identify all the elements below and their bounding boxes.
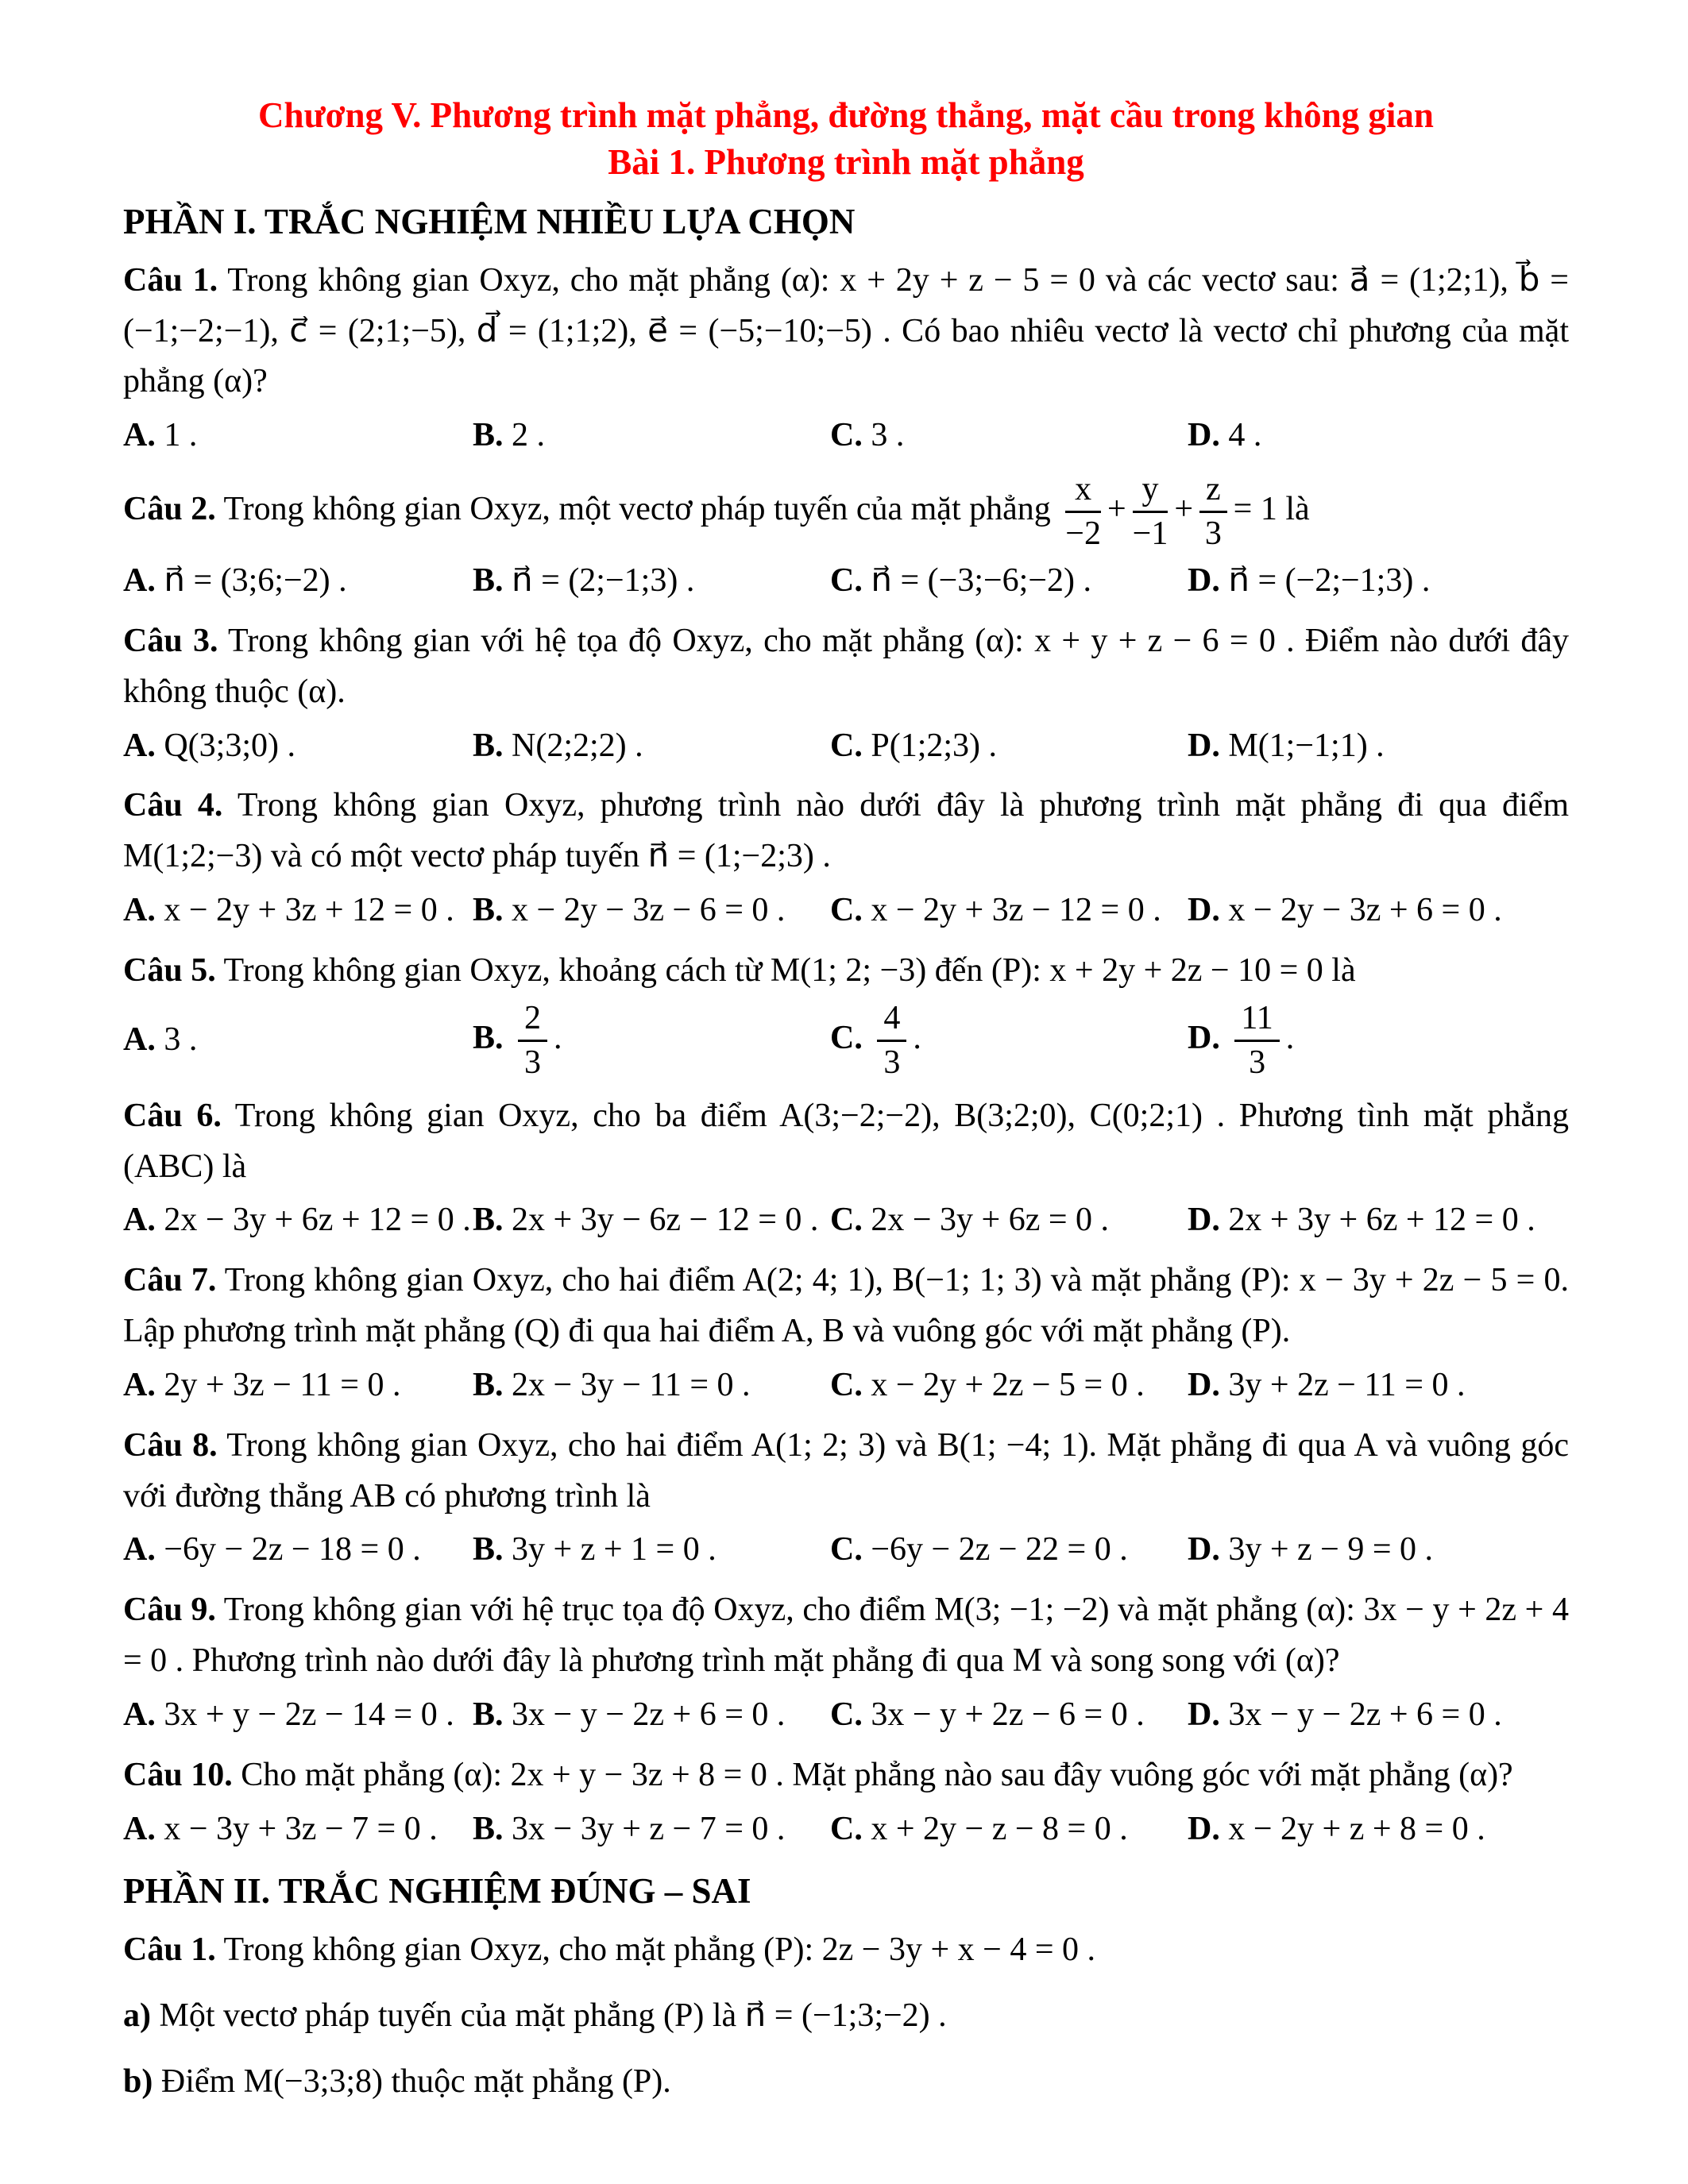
options-row [123, 556, 1569, 607]
question-stem [123, 1750, 1569, 1801]
question-stem [123, 946, 1569, 997]
options-row [123, 1690, 1569, 1741]
question-label: Câu 3. [123, 622, 218, 659]
option-label: D. [1188, 892, 1220, 929]
option-text: . [1285, 1019, 1295, 1056]
fraction-numerator: z [1199, 471, 1227, 513]
option-label: D. [1188, 562, 1220, 600]
option-label: B. [473, 1531, 504, 1569]
option-label: B. [473, 1019, 504, 1056]
fraction-denominator: −1 [1132, 515, 1168, 553]
option-text: n⃗ = (−2;−1;3) . [1228, 562, 1431, 600]
stem-text: Trong không gian Oxyz, cho hai điểm A(2; 4; 1), B(−1; 1; 3) và mặt phẳng (P): x − 3y + 2z − 5 = 0. Lập phương trình mặt phẳng (Q) đi qua hai điểm A, B và vuông góc với mặt phẳng (P). [123, 1262, 1569, 1350]
option-b [473, 1000, 830, 1082]
option-b [473, 411, 830, 461]
stem-text: Cho mặt phẳng (α): 2x + y − 3z + 8 = 0 . Mặt phẳng nào sau đây vuông góc với mặt phẳng (α)? [241, 1756, 1513, 1793]
option-c [830, 411, 1188, 461]
question-label: Câu 2. [123, 491, 216, 528]
fraction-denominator: 3 [1249, 1044, 1266, 1081]
fraction-numerator: 4 [877, 1000, 906, 1042]
question-label: Câu 10. [123, 1756, 233, 1793]
stem-text: Trong không gian Oxyz, cho mặt phẳng (α): x + 2y + z − 5 = 0 và các vectơ sau: a⃗ = (1;2;1), b⃗ = (−1;−2;−1), c⃗ = (2;1;−5), d⃗ = (1;1;2), e⃗ = (−5;−10;−5) . Có bao nhiêu vectơ là vectơ chỉ phương của mặt phẳng (α)? [123, 261, 1569, 400]
option-c [830, 1360, 1188, 1411]
option-a [123, 1690, 473, 1741]
option-text: x + 2y − z − 8 = 0 . [871, 1810, 1128, 1847]
options-row [123, 886, 1569, 936]
statement-item-b [123, 2056, 1569, 2108]
option-c [830, 1000, 1188, 1082]
question-block-6 [123, 1091, 1569, 1246]
option-text: x − 2y + z + 8 = 0 . [1228, 1810, 1485, 1847]
stem-text: Trong không gian Oxyz, khoảng cách từ M(1; 2; −3) đến (P): x + 2y + 2z − 10 = 0 là [223, 951, 1356, 989]
option-label: D. [1188, 1696, 1220, 1733]
option-label: B. [473, 892, 504, 929]
fraction [1193, 471, 1234, 553]
option-label: D. [1188, 1366, 1220, 1403]
option-text: n⃗ = (2;−1;3) . [512, 562, 695, 600]
options-row [123, 1195, 1569, 1246]
option-label: A. [123, 1366, 156, 1403]
option-c [830, 1525, 1188, 1576]
option-text: 2x + 3y − 6z − 12 = 0 . [512, 1202, 819, 1239]
option-text: . [554, 1019, 562, 1056]
question-stem [123, 781, 1569, 882]
option-label: B. [473, 1810, 504, 1847]
question-block-4 [123, 781, 1569, 936]
stem-text: là [1285, 491, 1310, 528]
option-b [473, 1525, 830, 1576]
option-c [830, 1195, 1188, 1246]
statement-label: a) [123, 1997, 151, 2034]
question-stem [123, 1925, 1569, 1976]
stem-text: Trong không gian Oxyz, phương trình nào dưới đây là phương trình mặt phẳng đi qua điểm M(1;2;−3) và có một vectơ pháp tuyến n⃗ = (1;−2;3) . [123, 787, 1569, 875]
option-a [123, 411, 473, 461]
option-d [1188, 556, 1569, 607]
fraction [1059, 471, 1107, 553]
option-text: x − 2y − 3z + 6 = 0 . [1228, 892, 1502, 929]
option-text: 3x − y − 2z + 6 = 0 . [1228, 1696, 1502, 1733]
question-label: Câu 5. [123, 951, 216, 989]
option-label: B. [473, 562, 504, 600]
option-label: D. [1188, 417, 1220, 454]
option-b [473, 1360, 830, 1411]
question-block-3 [123, 616, 1569, 771]
option-label: C. [830, 1366, 863, 1403]
question-label: Câu 9. [123, 1592, 216, 1629]
option-label: C. [830, 1810, 863, 1847]
option-b [473, 1804, 830, 1855]
option-a [123, 1360, 473, 1411]
option-label: A. [123, 562, 156, 600]
option-c [830, 1804, 1188, 1855]
question-label: Câu 1. [123, 261, 218, 299]
option-a [123, 886, 473, 936]
fraction-denominator: 3 [1204, 515, 1222, 553]
option-c [830, 886, 1188, 936]
question-block-5 [123, 946, 1569, 1082]
fraction-numerator: y [1133, 471, 1168, 513]
option-text: 2y + 3z − 11 = 0 . [164, 1366, 401, 1403]
option-b [473, 1690, 830, 1741]
option-label: D. [1188, 1019, 1220, 1056]
option-c [830, 1690, 1188, 1741]
option-text: 1 . [164, 417, 198, 454]
option-text: −6y − 2z − 18 = 0 . [164, 1531, 421, 1569]
option-label: C. [830, 417, 863, 454]
option-text: 3x − y + 2z − 6 = 0 . [871, 1696, 1145, 1733]
question-stem [123, 616, 1569, 718]
question-block-p2-1 [123, 1925, 1569, 2108]
option-label: C. [830, 727, 863, 764]
option-text: x − 3y + 3z − 7 = 0 . [164, 1810, 438, 1847]
option-text: 2x − 3y + 6z = 0 . [871, 1202, 1110, 1239]
statement-text: Một vectơ pháp tuyến của mặt phẳng (P) là n⃗ = (−1;3;−2) . [159, 1997, 947, 2034]
option-b [473, 1195, 830, 1246]
fraction-denominator: 3 [524, 1044, 542, 1081]
options-row [123, 721, 1569, 772]
stem-text: Trong không gian Oxyz, cho mặt phẳng (P): 2z − 3y + x − 4 = 0 . [223, 1931, 1096, 1969]
option-text: −6y − 2z − 22 = 0 . [871, 1531, 1128, 1569]
option-label: A. [123, 1696, 156, 1733]
question-stem [123, 1585, 1569, 1687]
option-label: C. [830, 892, 863, 929]
option-label: A. [123, 1810, 156, 1847]
options-row [123, 1000, 1569, 1082]
question-stem [123, 1421, 1569, 1522]
fraction [871, 1000, 913, 1082]
options-row [123, 1525, 1569, 1576]
option-label: B. [473, 417, 504, 454]
options-row [123, 1360, 1569, 1411]
option-d [1188, 1804, 1569, 1855]
option-c [830, 721, 1188, 772]
option-label: C. [830, 1696, 863, 1733]
fraction [512, 1000, 554, 1082]
option-a [123, 1525, 473, 1576]
question-block-10 [123, 1750, 1569, 1855]
option-d [1188, 1690, 1569, 1741]
option-d [1188, 721, 1569, 772]
question-label: Câu 4. [123, 787, 223, 824]
statement-label: b) [123, 2063, 153, 2101]
option-label: D. [1188, 1810, 1220, 1847]
question-block-9 [123, 1585, 1569, 1740]
option-text: 3y + z − 9 = 0 . [1228, 1531, 1434, 1569]
equals-part: = 1 [1233, 491, 1277, 528]
option-a [123, 1015, 473, 1066]
option-text: 4 . [1228, 417, 1262, 454]
option-label: A. [123, 727, 156, 764]
option-label: B. [473, 1696, 504, 1733]
option-text: 2x − 3y − 11 = 0 . [512, 1366, 751, 1403]
question-block-2 [123, 471, 1569, 607]
question-stem [123, 256, 1569, 407]
option-text: 3 . [164, 1021, 198, 1059]
question-stem [123, 1091, 1569, 1193]
question-label: Câu 1. [123, 1931, 216, 1969]
option-label: A. [123, 1202, 156, 1239]
option-text: N(2;2;2) . [512, 727, 643, 764]
lesson-title: Bài 1. Phương trình mặt phẳng [608, 141, 1084, 182]
stem-text: Trong không gian Oxyz, một vectơ pháp tuyến của mặt phẳng [223, 491, 1051, 528]
option-b [473, 721, 830, 772]
option-label: A. [123, 1531, 156, 1569]
option-text: Q(3;3;0) . [164, 727, 295, 764]
option-a [123, 1195, 473, 1246]
option-label: B. [473, 1366, 504, 1403]
question-label: Câu 6. [123, 1097, 222, 1134]
option-b [473, 886, 830, 936]
option-text: 3x − 3y + z − 7 = 0 . [512, 1810, 786, 1847]
option-text: 3 . [871, 417, 905, 454]
chapter-title: Chương V. Phương trình mặt phẳng, đường thẳng, mặt cầu trong không gian [258, 95, 1434, 135]
fraction [1228, 1000, 1285, 1082]
option-text: x − 2y + 2z − 5 = 0 . [871, 1366, 1145, 1403]
part2-heading: PHẦN II. TRẮC NGHIỆM ĐÚNG – SAI [123, 1871, 751, 1912]
stem-text: Trong không gian với hệ trục tọa độ Oxyz, cho điểm M(3; −1; −2) và mặt phẳng (α): 3x − y + 2z + 4 = 0 . Phương trình nào dưới đây là phương trình mặt phẳng đi qua M và song song với (α)? [123, 1592, 1569, 1680]
option-text: 3y + 2z − 11 = 0 . [1228, 1366, 1466, 1403]
option-text: x − 2y − 3z − 6 = 0 . [512, 892, 786, 929]
question-stem [123, 471, 1569, 553]
option-d [1188, 1360, 1569, 1411]
option-label: C. [830, 1531, 863, 1569]
fraction-numerator: 2 [518, 1000, 547, 1042]
statement-text: Điểm M(−3;3;8) thuộc mặt phẳng (P). [160, 2063, 671, 2101]
option-text: 3x + y − 2z − 14 = 0 . [164, 1696, 454, 1733]
fraction-numerator: x [1065, 471, 1101, 513]
plus-sign: + [1174, 491, 1194, 528]
option-d [1188, 886, 1569, 936]
option-label: C. [830, 562, 863, 600]
option-text: . [913, 1019, 921, 1056]
option-label: C. [830, 1202, 863, 1239]
option-d [1188, 1195, 1569, 1246]
option-text: P(1;2;3) . [871, 727, 998, 764]
option-a [123, 1804, 473, 1855]
option-text: n⃗ = (−3;−6;−2) . [871, 562, 1092, 600]
option-text: 3x − y − 2z + 6 = 0 . [512, 1696, 786, 1733]
option-a [123, 721, 473, 772]
plus-sign: + [1107, 491, 1126, 528]
option-label: D. [1188, 727, 1220, 764]
fraction-numerator: 11 [1234, 1000, 1279, 1042]
option-text: x − 2y + 3z + 12 = 0 . [164, 892, 454, 929]
option-label: C. [830, 1019, 863, 1056]
option-c [830, 556, 1188, 607]
stem-text: Trong không gian Oxyz, cho hai điểm A(1; 2; 3) và B(1; −4; 1). Mặt phẳng đi qua A và vuông góc với đường thẳng AB có phương trình là [123, 1426, 1569, 1515]
option-b [473, 556, 830, 607]
question-label: Câu 8. [123, 1426, 218, 1464]
option-text: 2x + 3y + 6z + 12 = 0 . [1228, 1202, 1535, 1239]
question-label: Câu 7. [123, 1262, 217, 1299]
option-d [1188, 411, 1569, 461]
stem-text: Trong không gian Oxyz, cho ba điểm A(3;−2;−2), B(3;2;0), C(0;2;1) . Phương tình mặt phẳng (ABC) là [123, 1097, 1569, 1185]
question-block-1 [123, 256, 1569, 461]
stem-text: Trong không gian với hệ tọa độ Oxyz, cho mặt phẳng (α): x + y + z − 6 = 0 . Điểm nào dưới đây không thuộc (α). [123, 622, 1569, 710]
option-a [123, 556, 473, 607]
statement-item-a [123, 1990, 1569, 2042]
fraction-denominator: −2 [1065, 515, 1101, 553]
option-text: 2x − 3y + 6z + 12 = 0 . [164, 1202, 471, 1239]
question-block-7 [123, 1256, 1569, 1410]
option-text: 2 . [512, 417, 546, 454]
option-text: M(1;−1;1) . [1228, 727, 1385, 764]
option-text: 3y + z + 1 = 0 . [512, 1531, 717, 1569]
fraction-denominator: 3 [883, 1044, 901, 1081]
question-block-8 [123, 1421, 1569, 1576]
option-label: B. [473, 1202, 504, 1239]
option-label: B. [473, 727, 504, 764]
option-d [1188, 1000, 1569, 1082]
option-label: A. [123, 1021, 156, 1059]
option-label: A. [123, 417, 156, 454]
fraction [1126, 471, 1175, 553]
option-label: A. [123, 892, 156, 929]
options-row [123, 411, 1569, 461]
option-label: D. [1188, 1531, 1220, 1569]
option-d [1188, 1525, 1569, 1576]
option-text: n⃗ = (3;6;−2) . [164, 562, 347, 600]
options-row [123, 1804, 1569, 1855]
question-stem [123, 1256, 1569, 1357]
option-text: x − 2y + 3z − 12 = 0 . [871, 892, 1161, 929]
part1-heading: PHẦN I. TRẮC NGHIỆM NHIỀU LỰA CHỌN [123, 202, 856, 241]
option-label: D. [1188, 1202, 1220, 1239]
